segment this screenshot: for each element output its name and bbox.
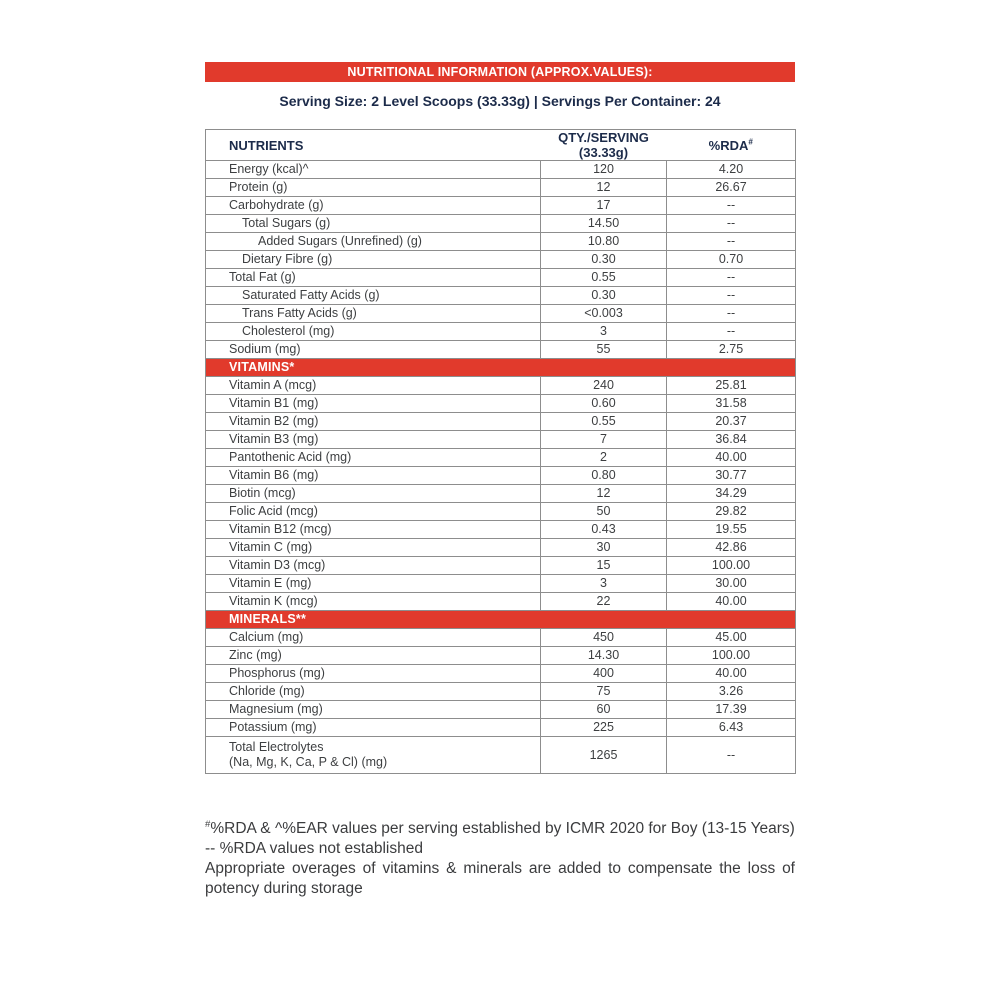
nutrient-qty: 225 xyxy=(541,719,667,737)
nutrient-rda: -- xyxy=(667,215,796,233)
table-row xyxy=(206,323,796,341)
header-qty-serving: QTY./SERVING (33.33g) xyxy=(541,130,667,161)
table-row xyxy=(206,593,796,611)
nutrient-qty: 75 xyxy=(541,683,667,701)
nutrient-name: Zinc (mg) xyxy=(206,647,541,665)
table-row xyxy=(206,719,796,737)
nutrient-qty: 60 xyxy=(541,701,667,719)
nutrient-rda: 0.70 xyxy=(667,251,796,269)
nutrient-rda: -- xyxy=(667,287,796,305)
nutrient-qty: 7 xyxy=(541,431,667,449)
nutrient-qty: 17 xyxy=(541,197,667,215)
nutrient-rda: 29.82 xyxy=(667,503,796,521)
nutrient-name: Vitamin B12 (mcg) xyxy=(206,521,541,539)
header-nutrients: NUTRIENTS xyxy=(206,130,541,161)
nutrient-name: Folic Acid (mcg) xyxy=(206,503,541,521)
nutrient-rda: 100.00 xyxy=(667,557,796,575)
nutrient-qty: 0.30 xyxy=(541,287,667,305)
table-row xyxy=(206,233,796,251)
nutrient-qty: 240 xyxy=(541,377,667,395)
nutrient-rda: -- xyxy=(667,233,796,251)
nutrient-rda: 30.00 xyxy=(667,575,796,593)
table-row xyxy=(206,701,796,719)
nutrient-rda: 40.00 xyxy=(667,449,796,467)
table-row xyxy=(206,431,796,449)
nutrient-qty: 14.30 xyxy=(541,647,667,665)
nutrient-rda: 36.84 xyxy=(667,431,796,449)
nutrition-table-body xyxy=(206,161,796,774)
nutrient-name: Potassium (mg) xyxy=(206,719,541,737)
table-row xyxy=(206,269,796,287)
table-header-row xyxy=(206,130,796,161)
nutrient-name: Vitamin E (mg) xyxy=(206,575,541,593)
footnotes xyxy=(205,819,795,899)
nutrient-qty: 15 xyxy=(541,557,667,575)
header-rda-label: %RDA xyxy=(708,137,749,153)
nutrient-qty: 400 xyxy=(541,665,667,683)
nutrient-rda: 45.00 xyxy=(667,629,796,647)
nutrient-rda: -- xyxy=(667,269,796,287)
footnote-rda-ear xyxy=(205,819,795,839)
table-row xyxy=(206,683,796,701)
nutrient-rda: -- xyxy=(667,323,796,341)
nutrient-name: Chloride (mg) xyxy=(206,683,541,701)
nutrient-qty: 55 xyxy=(541,341,667,359)
nutrient-qty: 2 xyxy=(541,449,667,467)
nutrient-name: Vitamin B6 (mg) xyxy=(206,467,541,485)
table-row xyxy=(206,305,796,323)
nutrient-rda: 20.37 xyxy=(667,413,796,431)
nutrient-name: Saturated Fatty Acids (g) xyxy=(206,287,541,305)
section-header: MINERALS** xyxy=(206,611,796,629)
nutrition-label xyxy=(205,0,795,899)
nutrient-name: Total Sugars (g) xyxy=(206,215,541,233)
table-row xyxy=(206,161,796,179)
nutrient-rda: 40.00 xyxy=(667,593,796,611)
nutrient-name: Dietary Fibre (g) xyxy=(206,251,541,269)
nutrient-name: Energy (kcal)^ xyxy=(206,161,541,179)
nutrient-qty: 50 xyxy=(541,503,667,521)
nutrient-name: Vitamin B1 (mg) xyxy=(206,395,541,413)
nutrient-qty: 120 xyxy=(541,161,667,179)
nutrient-name: Trans Fatty Acids (g) xyxy=(206,305,541,323)
nutrient-name: Vitamin D3 (mcg) xyxy=(206,557,541,575)
table-row xyxy=(206,737,796,774)
nutrient-qty: 0.30 xyxy=(541,251,667,269)
nutrient-name: Total Fat (g) xyxy=(206,269,541,287)
nutrient-name: Vitamin B2 (mg) xyxy=(206,413,541,431)
table-row xyxy=(206,287,796,305)
table-row xyxy=(206,557,796,575)
nutrient-qty: 30 xyxy=(541,539,667,557)
nutrient-name: Added Sugars (Unrefined) (g) xyxy=(206,233,541,251)
nutrient-name: Protein (g) xyxy=(206,179,541,197)
nutrient-qty: 0.60 xyxy=(541,395,667,413)
nutrient-rda: 17.39 xyxy=(667,701,796,719)
nutrient-qty: 0.55 xyxy=(541,269,667,287)
table-row xyxy=(206,395,796,413)
footnote-not-established: -- %RDA values not established xyxy=(205,839,423,857)
nutrient-rda: 100.00 xyxy=(667,647,796,665)
table-row xyxy=(206,539,796,557)
nutrient-rda: 6.43 xyxy=(667,719,796,737)
nutrient-rda: 42.86 xyxy=(667,539,796,557)
table-row xyxy=(206,179,796,197)
table-row xyxy=(206,449,796,467)
nutrient-name: Vitamin B3 (mg) xyxy=(206,431,541,449)
nutrient-name: Calcium (mg) xyxy=(206,629,541,647)
nutrient-rda: 34.29 xyxy=(667,485,796,503)
nutrient-name: Magnesium (mg) xyxy=(206,701,541,719)
nutrient-qty: 3 xyxy=(541,323,667,341)
nutrient-name: Vitamin K (mcg) xyxy=(206,593,541,611)
nutrient-name: Vitamin A (mcg) xyxy=(206,377,541,395)
nutrient-name: Carbohydrate (g) xyxy=(206,197,541,215)
nutrient-rda: 26.67 xyxy=(667,179,796,197)
table-row xyxy=(206,197,796,215)
nutrient-rda: 30.77 xyxy=(667,467,796,485)
nutrient-rda: -- xyxy=(667,305,796,323)
nutrient-name: Sodium (mg) xyxy=(206,341,541,359)
nutrient-rda: 2.75 xyxy=(667,341,796,359)
table-row xyxy=(206,341,796,359)
nutrient-name: Biotin (mcg) xyxy=(206,485,541,503)
footnote-overages: Appropriate overages of vitamins & minerals are added to compensate the loss of potency during storage xyxy=(205,859,795,897)
nutrient-qty: 1265 xyxy=(541,737,667,774)
table-row xyxy=(206,665,796,683)
nutrient-rda: 25.81 xyxy=(667,377,796,395)
nutrient-qty: 0.55 xyxy=(541,413,667,431)
table-row xyxy=(206,413,796,431)
table-row xyxy=(206,575,796,593)
nutrient-qty: 0.80 xyxy=(541,467,667,485)
nutrient-qty: 10.80 xyxy=(541,233,667,251)
nutrient-name: Vitamin C (mg) xyxy=(206,539,541,557)
table-row xyxy=(206,485,796,503)
nutrient-qty: 450 xyxy=(541,629,667,647)
nutrient-rda: 4.20 xyxy=(667,161,796,179)
nutrient-qty: 14.50 xyxy=(541,215,667,233)
table-row xyxy=(206,467,796,485)
nutrient-name: Cholesterol (mg) xyxy=(206,323,541,341)
nutrient-name: Total Electrolytes (Na, Mg, K, Ca, P & Cl) (mg) xyxy=(206,737,541,774)
nutrient-qty: 3 xyxy=(541,575,667,593)
footnote-marker: # xyxy=(205,818,211,830)
nutrient-qty: <0.003 xyxy=(541,305,667,323)
footnote-rda-ear-text: %RDA & ^%EAR values per serving established by ICMR 2020 for Boy (13-15 Years) xyxy=(210,820,795,837)
nutrient-qty: 12 xyxy=(541,485,667,503)
table-row xyxy=(206,215,796,233)
section-header: VITAMINS* xyxy=(206,359,796,377)
nutrition-table xyxy=(205,129,796,774)
nutrient-qty: 22 xyxy=(541,593,667,611)
section-row xyxy=(206,611,796,629)
nutrient-rda: -- xyxy=(667,197,796,215)
serving-size-line: Serving Size: 2 Level Scoops (33.33g) | Servings Per Container: 24 xyxy=(279,93,721,109)
nutrient-rda: 3.26 xyxy=(667,683,796,701)
table-row xyxy=(206,251,796,269)
nutrient-qty: 0.43 xyxy=(541,521,667,539)
nutrient-name: Pantothenic Acid (mg) xyxy=(206,449,541,467)
nutrient-rda: 31.58 xyxy=(667,395,796,413)
nutrient-qty: 12 xyxy=(541,179,667,197)
section-row xyxy=(206,359,796,377)
header-rda xyxy=(667,130,796,161)
table-row xyxy=(206,503,796,521)
nutrient-rda: 19.55 xyxy=(667,521,796,539)
table-row xyxy=(206,647,796,665)
table-row xyxy=(206,377,796,395)
nutrient-rda: 40.00 xyxy=(667,665,796,683)
table-row xyxy=(206,629,796,647)
title-banner: NUTRITIONAL INFORMATION (APPROX.VALUES): xyxy=(205,62,795,82)
header-rda-footnote-marker: # xyxy=(748,137,753,147)
nutrient-rda: -- xyxy=(667,737,796,774)
nutrient-name: Phosphorus (mg) xyxy=(206,665,541,683)
table-row xyxy=(206,521,796,539)
